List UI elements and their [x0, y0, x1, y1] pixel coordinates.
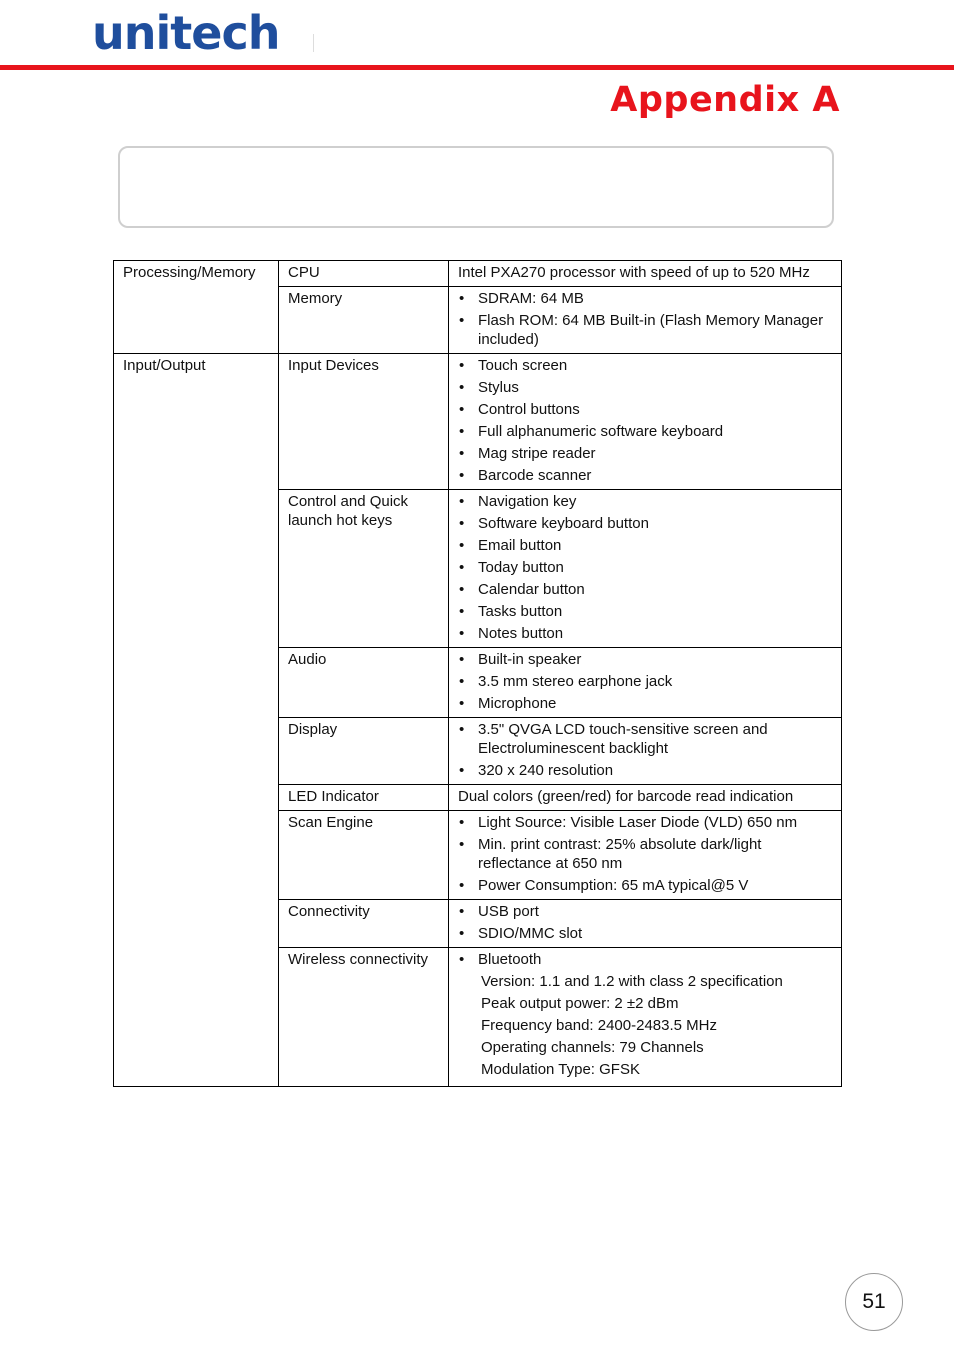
feature-cell: LED Indicator	[279, 785, 449, 811]
list-item: • Power Consumption: 65 mA typical@5 V	[458, 876, 833, 895]
list-item: • Stylus	[458, 378, 833, 397]
list-item: • Navigation key	[458, 492, 833, 511]
detail-line: Version: 1.1 and 1.2 with class 2 specification	[481, 973, 783, 990]
list-item: • Touch screen	[458, 356, 833, 375]
feature-cell: Audio	[279, 648, 449, 718]
bullet-list	[458, 289, 833, 349]
list-item: • Light Source: Visible Laser Diode (VLD) 650 nm	[458, 813, 833, 832]
feature-cell: Wireless connectivity	[279, 948, 449, 1087]
specifications-table	[113, 260, 842, 1087]
list-item: • Barcode scanner	[458, 466, 833, 485]
value-cell	[449, 811, 842, 900]
list-item: • Built-in speaker	[458, 650, 833, 669]
chapter-title-box	[118, 146, 834, 228]
value-cell: Intel PXA270 processor with speed of up to 520 MHz	[449, 261, 842, 287]
bullet-list	[458, 720, 833, 780]
value-cell	[449, 948, 842, 1087]
feature-cell: Memory	[279, 287, 449, 354]
feature-cell: Display	[279, 718, 449, 785]
bullet-list	[458, 902, 833, 943]
bullet-list	[458, 356, 833, 485]
list-item: • Email button	[458, 536, 833, 555]
value-cell	[449, 648, 842, 718]
category-cell: Processing/Memory	[114, 261, 279, 354]
bullet-list	[458, 813, 833, 895]
list-item: • 3.5 mm stereo earphone jack	[458, 672, 833, 691]
value-cell: Dual colors (green/red) for barcode read indication	[449, 785, 842, 811]
feature-cell: CPU	[279, 261, 449, 287]
header-divider-tick	[313, 34, 314, 52]
table-row	[114, 354, 842, 490]
bullet-list	[458, 950, 833, 969]
list-item: • Bluetooth	[458, 950, 833, 969]
list-item: • Tasks button	[458, 602, 833, 621]
list-item: • Min. print contrast: 25% absolute dark/light reflectance at 650 nm	[458, 835, 833, 873]
detail-line: Frequency band: 2400-2483.5 MHz	[481, 1017, 717, 1034]
header-red-rule	[0, 65, 954, 70]
list-item: • Software keyboard button	[458, 514, 833, 533]
feature-cell: Connectivity	[279, 900, 449, 948]
bullet-list	[458, 650, 833, 713]
list-item: • Control buttons	[458, 400, 833, 419]
list-item: • SDRAM: 64 MB	[458, 289, 833, 308]
list-item: • 3.5" QVGA LCD touch-sensitive screen and Electroluminescent backlight	[458, 720, 833, 758]
list-item: • Mag stripe reader	[458, 444, 833, 463]
bluetooth-details	[458, 972, 833, 1079]
list-item: • Microphone	[458, 694, 833, 713]
value-cell	[449, 354, 842, 490]
unitech-logo: unitech	[92, 6, 280, 60]
list-item: • Flash ROM: 64 MB Built-in (Flash Memory Manager included)	[458, 311, 833, 349]
detail-line: Peak output power: 2 ±2 dBm	[481, 995, 679, 1012]
category-cell: Input/Output	[114, 354, 279, 1087]
value-cell	[449, 718, 842, 785]
feature-cell: Input Devices	[279, 354, 449, 490]
page-title: Appendix A	[610, 80, 840, 120]
list-item: • SDIO/MMC slot	[458, 924, 833, 943]
list-item: • 320 x 240 resolution	[458, 761, 833, 780]
list-item: • Today button	[458, 558, 833, 577]
list-item: • Notes button	[458, 624, 833, 643]
value-cell	[449, 287, 842, 354]
detail-line: Operating channels: 79 Channels	[481, 1039, 704, 1056]
table-row	[114, 261, 842, 287]
value-cell	[449, 490, 842, 648]
feature-cell: Control and Quick launch hot keys	[279, 490, 449, 648]
bullet-list	[458, 492, 833, 643]
feature-cell: Scan Engine	[279, 811, 449, 900]
value-cell	[449, 900, 842, 948]
page-number: 51	[845, 1273, 903, 1331]
list-item: • Calendar button	[458, 580, 833, 599]
detail-line: Modulation Type: GFSK	[481, 1061, 640, 1078]
list-item: • Full alphanumeric software keyboard	[458, 422, 833, 441]
list-item: • USB port	[458, 902, 833, 921]
